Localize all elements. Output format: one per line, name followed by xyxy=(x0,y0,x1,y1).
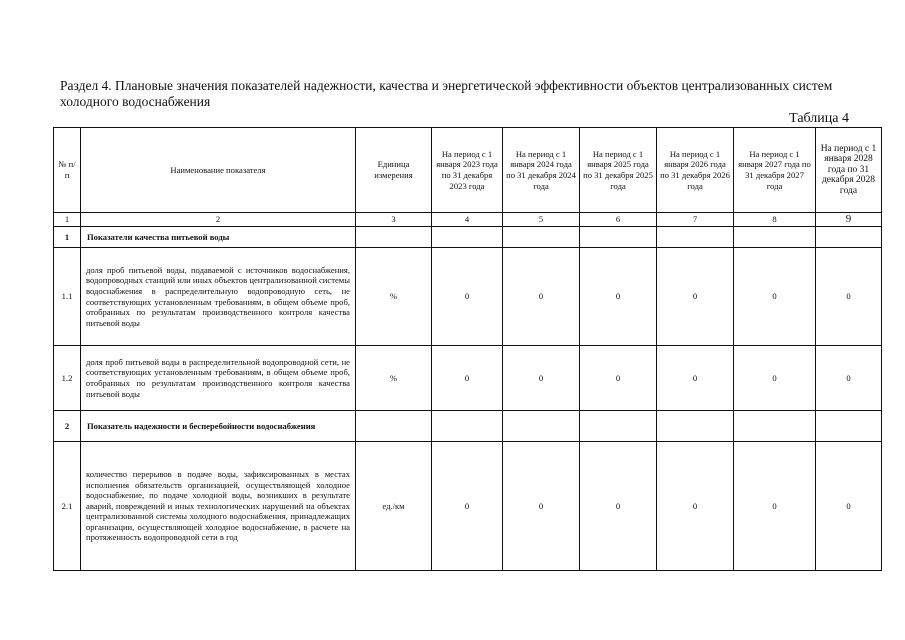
section-heading: Раздел 4. Плановые значения показателей надежности, качества и энергетической эффективности объектов централизованных систем холодного водоснабжения xyxy=(60,78,833,109)
header-period-2023: На период с 1 января 2023 года по 31 декабря 2023 года xyxy=(432,128,503,213)
indicator-name: количество перерывов в подаче воды, зафиксированных в местах исполнения обязательств организацией, осуществляющей холодное водоснабжение, по подаче холодной воды, возникших в результате аварий, повреждений и иных технологических нарушений на объектах централизованной системы холодного водоснабжения, принадлежащих организации, осуществляющей холодное водоснабжение, в расчете на протяженность водопроводной сети в год xyxy=(81,442,356,571)
empty-cell xyxy=(503,411,580,442)
value-cell: 0 xyxy=(503,346,580,411)
header-period-2027: На период с 1 января 2027 года по 31 декабря 2027 года xyxy=(734,128,816,213)
table-label: Таблица 4 xyxy=(789,111,849,126)
column-number: 4 xyxy=(432,213,503,227)
value-cell: 0 xyxy=(432,248,503,346)
value-cell: 0 xyxy=(816,346,882,411)
value-cell: 0 xyxy=(432,346,503,411)
empty-cell xyxy=(657,411,734,442)
value-cell: 0 xyxy=(734,248,816,346)
empty-cell xyxy=(580,411,657,442)
column-number: 2 xyxy=(81,213,356,227)
value-cell: 0 xyxy=(657,442,734,571)
header-period-2028: На период с 1 января 2028 года по 31 декабря 2028 года xyxy=(816,128,882,213)
section-number: 2 xyxy=(54,411,81,442)
header-period-2025: На период с 1 января 2025 года по 31 декабря 2025 года xyxy=(580,128,657,213)
empty-cell xyxy=(734,411,816,442)
column-number: 3 xyxy=(356,213,432,227)
unit-cell: % xyxy=(356,248,432,346)
section-title: Показатели качества питьевой воды xyxy=(81,227,356,248)
section-number: 1 xyxy=(54,227,81,248)
value-cell: 0 xyxy=(503,248,580,346)
column-numbers-row xyxy=(54,213,882,227)
empty-cell xyxy=(816,227,882,248)
value-cell: 0 xyxy=(657,248,734,346)
value-cell: 0 xyxy=(657,346,734,411)
empty-cell xyxy=(734,227,816,248)
column-number: 9 xyxy=(816,213,882,227)
unit-cell: % xyxy=(356,346,432,411)
empty-cell xyxy=(816,411,882,442)
empty-cell xyxy=(356,411,432,442)
value-cell: 0 xyxy=(580,248,657,346)
table-row xyxy=(54,248,882,346)
empty-cell xyxy=(432,227,503,248)
empty-cell xyxy=(503,227,580,248)
value-cell: 0 xyxy=(734,346,816,411)
indicator-name: доля проб питьевой воды, подаваемой с источников водоснабжения, водопроводных станций или иных объектов централизованной системы водоснабжения в распределительную водопроводную сеть, не соответствующих установленным требованиям, в общем объеме проб, отобранных по результатам производственного контроля качества питьевой воды xyxy=(81,248,356,346)
row-number: 1.2 xyxy=(54,346,81,411)
unit-cell: ед./км xyxy=(356,442,432,571)
column-number: 1 xyxy=(54,213,81,227)
row-number: 2.1 xyxy=(54,442,81,571)
section-row-reliability xyxy=(54,411,882,442)
header-num: № п/п xyxy=(54,128,81,213)
value-cell: 0 xyxy=(432,442,503,571)
empty-cell xyxy=(356,227,432,248)
column-number: 5 xyxy=(503,213,580,227)
value-cell: 0 xyxy=(734,442,816,571)
section-title: Показатель надежности и бесперебойности водоснабжения xyxy=(81,411,356,442)
column-number: 6 xyxy=(580,213,657,227)
table-row xyxy=(54,442,882,571)
table-row xyxy=(54,346,882,411)
header-period-2026: На период с 1 января 2026 года по 31 декабря 2026 года xyxy=(657,128,734,213)
empty-cell xyxy=(657,227,734,248)
row-number: 1.1 xyxy=(54,248,81,346)
column-number: 8 xyxy=(734,213,816,227)
column-number: 7 xyxy=(657,213,734,227)
header-name: Наименование показателя xyxy=(81,128,356,213)
value-cell: 0 xyxy=(816,248,882,346)
header-row xyxy=(54,128,882,213)
empty-cell xyxy=(580,227,657,248)
section-row-water-quality xyxy=(54,227,882,248)
header-unit: Единица измерения xyxy=(356,128,432,213)
value-cell: 0 xyxy=(503,442,580,571)
header-period-2024: На период с 1 января 2024 года по 31 декабря 2024 года xyxy=(503,128,580,213)
indicator-name: доля проб питьевой воды в распределительной водопроводной сети, не соответствующих установленным требованиям, в общем объеме проб, отобранных по результатам производственного контроля качества питьевой воды xyxy=(81,346,356,411)
value-cell: 0 xyxy=(580,346,657,411)
indicators-table xyxy=(53,127,882,571)
empty-cell xyxy=(432,411,503,442)
value-cell: 0 xyxy=(816,442,882,571)
value-cell: 0 xyxy=(580,442,657,571)
